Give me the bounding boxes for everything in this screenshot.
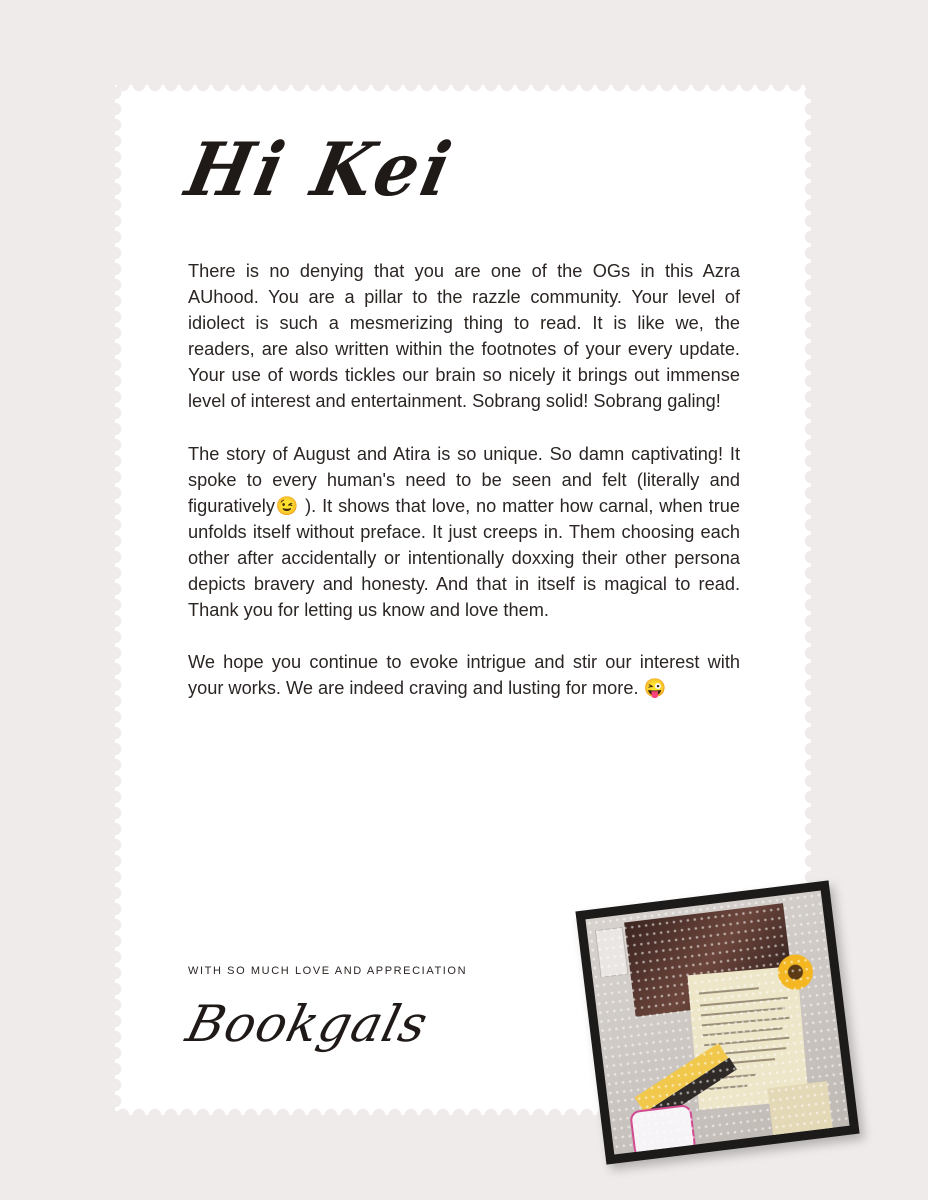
paragraph-3: We hope you continue to evoke intrigue and stir our interest with your works. We are indeed craving and lusting for more. 😜 [188, 652, 740, 699]
photo-sticker [629, 1104, 696, 1155]
greeting-heading: Hi Kei [178, 126, 462, 214]
signature: Bookgals [180, 995, 434, 1053]
paragraph-2: The story of August and Atira is so unique. So damn captivating! It spoke to every human's need to be seen and felt (literally and figuratively😉 ). It shows that love, no matter how carnal, when true unfolds itself without preface. It just creeps in. Them choosing each other after accidentally or intentionally doxxing their other persona depicts bravery and honesty. And that in itself is magical to read. Thank you for letting us know and love them. [188, 443, 740, 621]
closing-line: WITH SO MUCH LOVE AND APPRECIATION [188, 965, 468, 977]
photo-card-right [767, 1081, 833, 1138]
photo-image [585, 890, 849, 1154]
letter-body [188, 258, 740, 727]
photo-card-left [595, 927, 629, 978]
polaroid-photo [575, 880, 859, 1164]
paragraph-1: There is no denying that you are one of the OGs in this Azra AUhood. You are a pillar to the razzle community. Your level of idiolect is such a mesmerizing thing to read. It is like we, the readers, are also written within the footnotes of your every update. Your use of words tickles our brain so nicely it brings out immense level of interest and entertainment. Sobrang solid! Sobrang galing! [188, 261, 740, 412]
